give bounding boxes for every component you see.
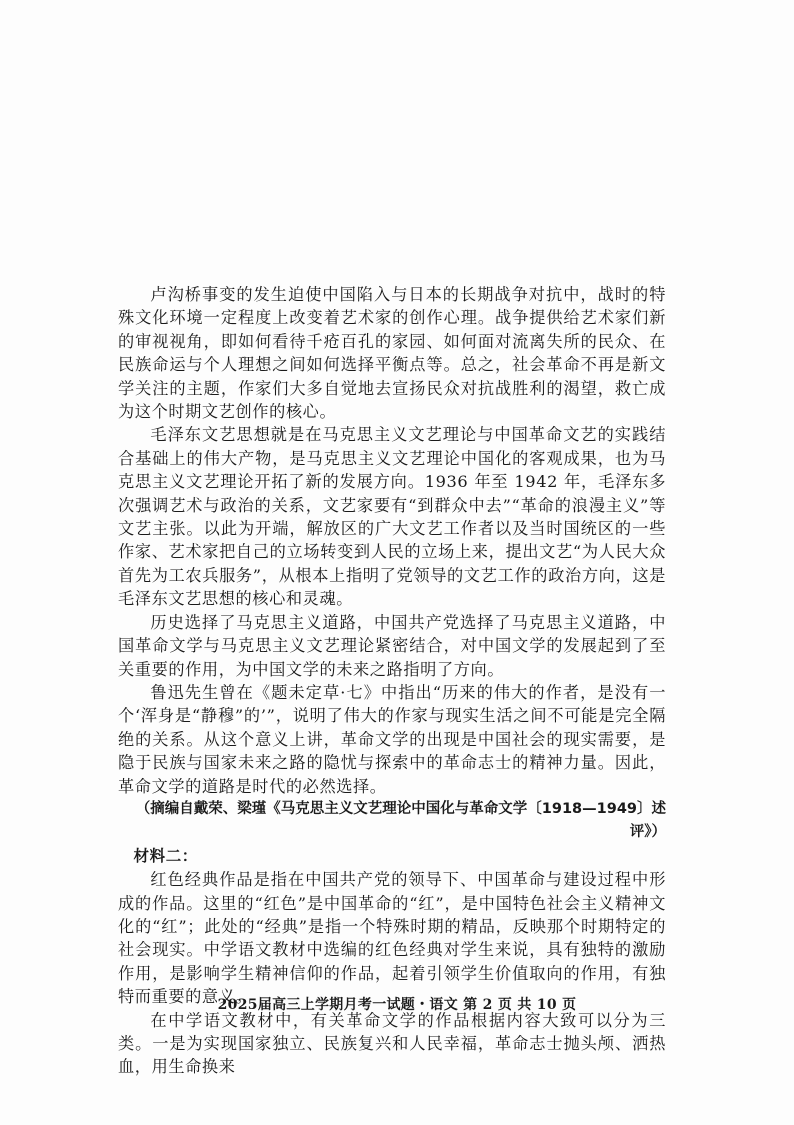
- page-footer: 2025届高三上学期月考一试题・语文 第 2 页 共 10 页: [217, 997, 577, 1013]
- reading-material: [118, 283, 666, 1079]
- paragraph-2: 毛泽东文艺思想就是在马克思主义文艺理论与中国革命文艺的实践结合基础上的伟大产物，是马克思主义文艺理论中国化的客观成果，也为马克思主义文艺理论开拓了新的发展方向。1936 年至 1942 年，毛泽东多次强调艺术与政治的关系，文艺家要有“到群众中去”“革命的浪漫主义”等文艺主张。以此为开端，解放区的广大文艺工作者以及当时国统区的一些作家、艺术家把自己的立场转变到人民的立场上来，提出文艺“为人民大众首先为工农兵服务”，从根本上指明了党领导的文艺工作的政治方向，这是毛泽东文艺思想的核心和灵魂。: [118, 425, 666, 609]
- paragraph-4: 鲁迅先生曾在《题未定草·七》中指出“历来的伟大的作者，是没有一个‘浑身是“静穆”的’”，说明了伟大的作家与现实生活之间不可能是完全隔绝的关系。从这个意义上讲，革命文学的出现是中国社会的现实需要，是隐于民族与国家未来之路的隐忧与探索中的革命志士的精神力量。因此，革命文学的道路是时代的必然选择。: [118, 682, 666, 796]
- paragraph-3: 历史选择了马克思主义道路，中国共产党选择了马克思主义道路，中国革命文学与马克思主义文艺理论紧密结合，对中国文学的发展起到了至关重要的作用，为中国文学的未来之路指明了方向。: [118, 612, 666, 679]
- paragraph-5: 红色经典作品是指在中国共产党的领导下、中国革命与建设过程中形成的作品。这里的“红色”是中国革命的“红”，是中国特色社会主义精神文化的“红”；此处的“经典”是指一个特殊时期的精品，反映那个时期特定的社会现实。中学语文教材中选编的红色经典对学生来说，具有独特的激励作用，是影响学生精神信仰的作品，起着引领学生价值取向的作用，有独特而重要的意义。: [118, 870, 666, 1007]
- source-citation: （摘编自戴荣、梁瑾《马克思主义文艺理论中国化与革命文学〔1918—1949〕述评》）: [135, 800, 666, 841]
- section-heading: 材料二：: [133, 846, 198, 865]
- paragraph-6: 在中学语文教材中，有关革命文学的作品根据内容大致可以分为三类。一是为实现国家独立、民族复兴和人民幸福，革命志士抛头颅、洒热血，用生命换来: [118, 1010, 666, 1077]
- paragraph-1: 卢沟桥事变的发生迫使中国陷入与日本的长期战争对抗中，战时的特殊文化环境一定程度上改变着艺术家的创作心理。战争提供给艺术家们新的审视视角，即如何看待千疮百孔的家园、如何面对流离失所的民众、在民族命运与个人理想之间如何选择平衡点等。总之，社会革命不再是新文学关注的主题，作家们大多自觉地去宣扬民众对抗战胜利的渴望，救亡成为这个时期文艺创作的核心。: [118, 285, 666, 422]
